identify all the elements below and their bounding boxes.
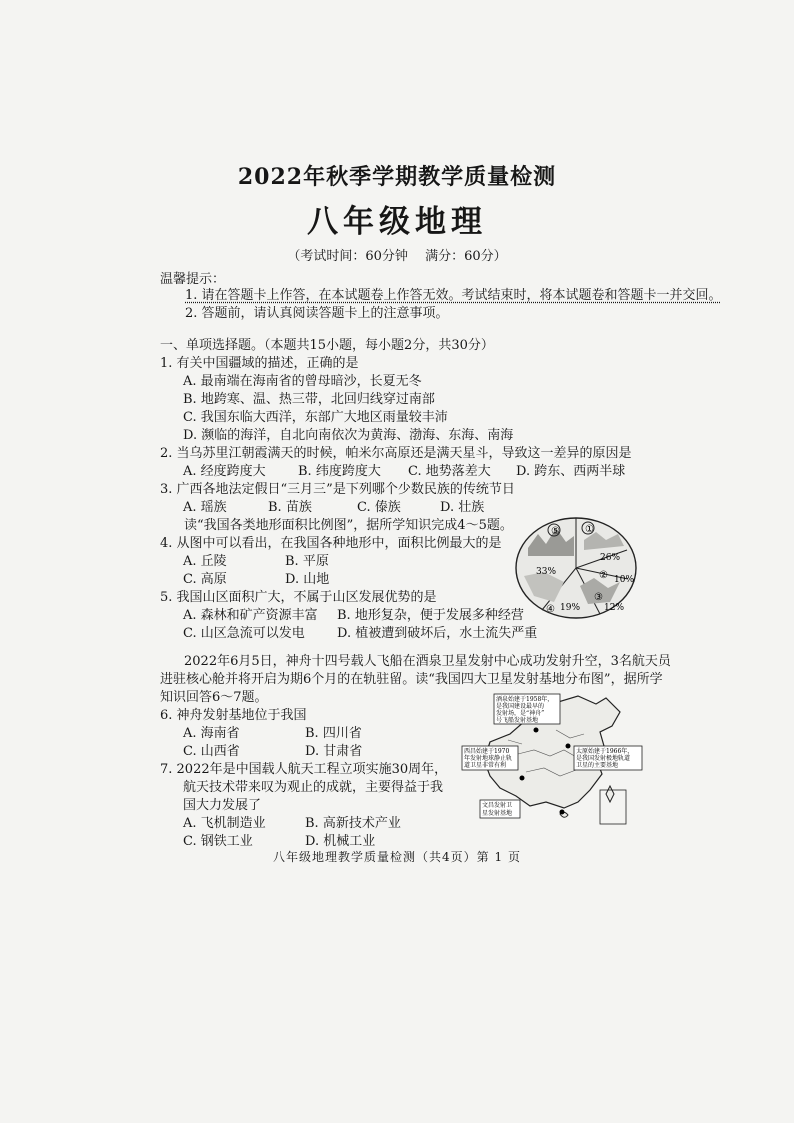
q5-option-d: D. 植被遭到破坏后，水土流失严重	[337, 626, 538, 641]
taiyuan-line3: 卫星的主要基地	[576, 762, 619, 769]
section-heading: 一、单项选择题。（本题共15小题，每小题2分，共30分）	[160, 338, 494, 353]
taiyuan-line1: 太原始建于1966年，	[576, 748, 634, 755]
q7-stem-line2: 航天技术带来叹为观止的成就，主要得益于我	[183, 780, 444, 795]
taiyuan-marker	[566, 744, 571, 749]
q1-option-d: D. 濒临的海洋，自北向南依次为黄海、渤海、东海、南海	[183, 428, 514, 443]
wenchang-line2: 星发射基地	[482, 810, 513, 817]
subject-title: 八年级地理	[307, 204, 487, 240]
wenchang-marker	[560, 810, 565, 815]
q7-option-d: D. 机械工业	[305, 834, 376, 849]
q7-option-a: A. 飞机制造业	[183, 816, 266, 831]
q2-option-c: C. 地势落差大	[408, 464, 491, 479]
q1-option-a: A. 最南端在海南省的曾母暗沙，长夏无冬	[183, 374, 422, 389]
q5-option-a: A. 森林和矿产资源丰富	[183, 608, 318, 623]
pie-label-3: ③	[594, 592, 603, 603]
taiyuan-line2: 是我国发射极地轨道	[576, 755, 631, 762]
q6-stem: 6. 神舟发射基地位于我国	[160, 708, 307, 723]
exam-info: （考试时间：60分钟 满分：60分）	[287, 249, 507, 264]
q2-option-b: B. 纬度跨度大	[298, 464, 381, 479]
q3-option-a: A. 瑶族	[183, 500, 227, 515]
q3-option-b: B. 苗族	[268, 500, 312, 515]
q5-option-b: B. 地形复杂，便于发展多种经营	[337, 608, 524, 623]
q4-option-b: B. 平原	[285, 554, 329, 569]
intro-67-line2: 进驻核心舱并将开启为期6个月的在轨驻留。读“我国四大卫星发射基地分布图”，据所学	[160, 672, 663, 687]
q2-stem: 2. 当乌苏里江朝霞满天的时候，帕米尔高原还是满天星斗，导致这一差异的原因是	[160, 446, 632, 461]
intro-67-line3: 知识回答6～7题。	[160, 690, 268, 705]
q6-option-b: B. 四川省	[305, 726, 362, 741]
pie-pct-12: 12%	[604, 603, 625, 613]
xichang-marker	[520, 776, 525, 781]
page-footer: 八年级地理教学质量检测（共4页）第 1 页	[273, 850, 521, 864]
q1-option-b: B. 地跨寒、温、热三带，北回归线穿过南部	[183, 392, 435, 407]
q2-option-a: A. 经度跨度大	[183, 464, 266, 479]
q6-option-d: D. 甘肃省	[305, 744, 363, 759]
q4-option-d: D. 山地	[285, 572, 330, 587]
jiuquan-line2: 是我国建设最早的	[496, 703, 545, 710]
q7-option-c: C. 钢铁工业	[183, 834, 253, 849]
q6-option-a: A. 海南省	[183, 726, 240, 741]
notice-item-2: 2. 答题前，请认真阅读答题卡上的注意事项。	[185, 306, 449, 321]
pie-label-2: ②	[599, 570, 608, 581]
q1-stem: 1. 有关中国疆域的描述，正确的是	[160, 356, 359, 371]
xichang-line3: 道卫星非常有利	[464, 762, 507, 769]
intro-67-line1: 2022年6月5日，神舟十四号载人飞船在酒泉卫星发射中心成功发射升空，3名航天员	[184, 654, 671, 669]
pie-pct-10: 10%	[614, 575, 635, 585]
pie-pct-19: 19%	[560, 603, 581, 613]
pie-label-4: ④	[546, 604, 555, 615]
q5-stem: 5. 我国山区面积广大，不属于山区发展优势的是	[160, 590, 437, 605]
q3-option-d: D. 壮族	[440, 500, 485, 515]
pie-pct-33: 33%	[536, 567, 557, 577]
launch-base-map	[460, 690, 650, 830]
q6-option-c: C. 山西省	[183, 744, 240, 759]
xichang-line1: 西昌始建于1970	[464, 748, 510, 755]
jiuquan-line4: 号飞船发射基地	[496, 717, 539, 724]
notice-item-1: 1. 请在答题卡上作答，在本试题卷上作答无效。考试结束时，将本试题卷和答题卡一并交回。	[185, 288, 722, 303]
jiuquan-line1: 酒泉始建于1958年，	[496, 696, 554, 703]
terrain-area-pie-figure	[514, 516, 638, 620]
q3-option-c: C. 傣族	[357, 500, 401, 515]
q7-option-b: B. 高新技术产业	[305, 816, 401, 831]
pie-label-5: ⑤	[551, 526, 560, 537]
pie-reading-instruction: 读“我国各类地形面积比例图”，据所学知识完成4～5题。	[184, 518, 513, 533]
notice-heading: 温馨提示：	[160, 272, 226, 287]
q4-option-a: A. 丘陵	[183, 554, 227, 569]
q4-option-c: C. 高原	[183, 572, 227, 587]
jiuquan-line3: 发射场，是“神舟”	[496, 710, 545, 717]
q1-option-c: C. 我国东临大西洋，东部广大地区雨量较丰沛	[183, 410, 448, 425]
taiwan-island	[606, 786, 614, 802]
q7-stem-line1: 7. 2022年是中国载人航天工程立项实施30周年，	[160, 762, 448, 777]
q4-stem: 4. 从图中可以看出，在我国各种地形中，面积比例最大的是	[160, 536, 502, 551]
wenchang-line1: 文昌发射卫	[482, 802, 513, 809]
q2-option-d: D. 跨东、西两半球	[516, 464, 626, 479]
jiuquan-marker	[534, 728, 539, 733]
pie-label-1: ①	[585, 524, 594, 535]
pie-pct-26: 26%	[600, 553, 621, 563]
q7-stem-line3: 国大力发展了	[183, 798, 262, 813]
q5-option-c: C. 山区急流可以发电	[183, 626, 305, 641]
xichang-line2: 年发射地球静止轨	[464, 755, 513, 762]
q3-stem: 3. 广西各地法定假日“三月三”是下列哪个少数民族的传统节日	[160, 482, 515, 497]
exam-title: 2022年秋季学期教学质量检测	[237, 164, 557, 190]
